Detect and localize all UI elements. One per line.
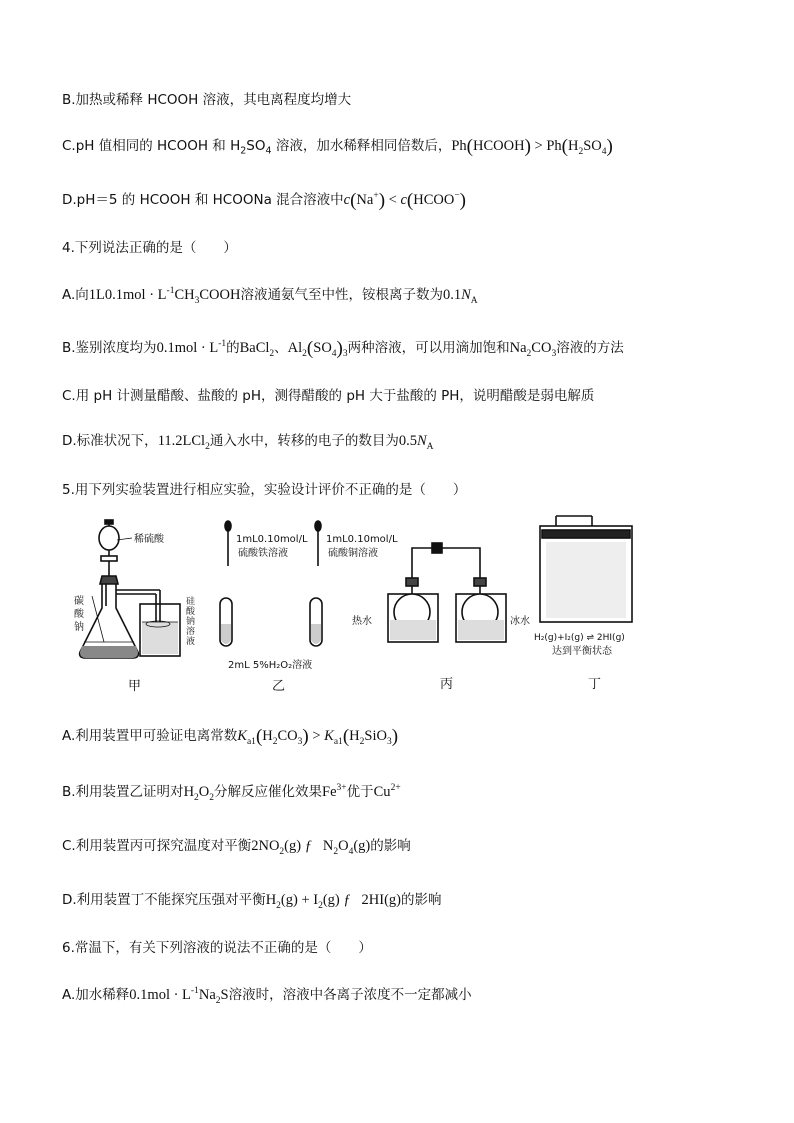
option-3c: C.pH 值相同的 HCOOH 和 $H_2SO_4$ 溶液，加水稀释相同倍数后，Ph(HCOOH) > $Ph(H_2SO_4)$ bbox=[62, 136, 613, 157]
svg-text:碳酸钠 bbox=[74, 594, 85, 633]
svg-text:硅酸钠溶液 bbox=[186, 596, 196, 647]
label-gui-na: 钠 bbox=[186, 617, 196, 627]
question-6-stem: 6.常温下，有关下列溶液的说法不正确的是（ ） bbox=[62, 940, 372, 956]
option-4a: A.向$1L0.1mol \cdot L^{-1}CH_3COOH$溶液通氨气至中性，铵根离子数为$0.1N_A$ bbox=[62, 286, 478, 306]
apparatus-jia bbox=[80, 520, 180, 658]
label-t1a: 1mL0.10mol/L bbox=[236, 534, 308, 545]
label-gui: 硅 bbox=[186, 597, 196, 607]
option-5d: D.利用装置丁不能探究压强对平衡$H_2(g) + I_2(g)$ ƒ 2HI(g)的影响 bbox=[62, 892, 442, 911]
option-4c: C.用 pH 计测量醋酸、盐酸的 pH，测得醋酸的 pH 大于盐酸的 PH，说明醋酸是弱电解质 bbox=[62, 388, 595, 404]
label-suan: 酸 bbox=[74, 609, 84, 620]
question-4-stem: 4.下列说法正确的是（ ） bbox=[62, 240, 237, 256]
option-3d: D.pH＝5 的 HCOOH 和 HCOONa 混合溶液中c(Na+) < c(HCOO−) bbox=[62, 190, 466, 211]
label-yi: 乙 bbox=[272, 679, 286, 694]
label-bing: 丙 bbox=[440, 677, 454, 692]
option-5b: B.利用装置乙证明对$H_2O_2$分解反应催化效果$Fe^{3+}$优于$Cu^{2+}$ bbox=[62, 783, 401, 803]
label-t2a: 1mL0.10mol/L bbox=[326, 534, 398, 545]
apparatus-bing bbox=[388, 543, 506, 642]
label-tan: 碳 bbox=[74, 596, 84, 607]
label-na: 钠 bbox=[74, 622, 84, 633]
label-ding: 丁 bbox=[588, 677, 602, 692]
option-4d: D.标准状况下，11.2LCl$_2$通入水中，转移的电子的数目为$0.5N_A$ bbox=[62, 433, 434, 452]
label-reshui: 热水 bbox=[352, 616, 372, 627]
label-jia: 甲 bbox=[128, 679, 142, 694]
label-eq-state: 达到平衡状态 bbox=[552, 646, 612, 657]
label-gui-suan: 酸 bbox=[186, 607, 196, 617]
label-bingshui: 冰水 bbox=[510, 616, 530, 627]
option-5a: A.利用装置甲可验证电离常数$K_{a1}(H_2CO_3) > K_{a1}(H_2SiO_3)$ bbox=[62, 726, 399, 747]
option-5c: C.利用装置丙可探究温度对平衡$2NO_2(g)$ ƒ $N_2O_4(g)$的影响 bbox=[62, 838, 411, 857]
label-eq: H₂(g)+I₂(g) ⇌ 2HI(g) bbox=[534, 633, 625, 643]
label-xiliusuan: 稀硫酸 bbox=[134, 534, 164, 545]
label-t1b: 硫酸铁溶液 bbox=[238, 548, 288, 559]
label-gui-ye: 液 bbox=[186, 637, 196, 647]
apparatus-ding bbox=[540, 516, 632, 622]
question-5-stem: 5.用下列实验装置进行相应实验，实验设计评价不正确的是（ ） bbox=[62, 482, 467, 498]
option-3b: B.加热或稀释 HCOOH 溶液，其电离程度均增大 bbox=[62, 92, 352, 108]
apparatus-figure bbox=[62, 512, 642, 700]
option-6a: A.加水稀释$0.1mol \cdot L^{-1}Na_2S$溶液时，溶液中各离子浓度不一定都减小 bbox=[62, 986, 472, 1006]
option-4b: B.鉴别浓度均为$0.1mol \cdot L^{-1}$的BaCl$_2$、$Al_2(SO_4)_3$两种溶液，可以用滴加饱和$Na_2CO_3$溶液的方法 bbox=[62, 338, 624, 359]
label-t2b: 硫酸铜溶液 bbox=[328, 548, 378, 559]
label-gui-rong: 溶 bbox=[186, 627, 196, 637]
label-h2o2: 2mL 5%H₂O₂溶液 bbox=[228, 660, 313, 671]
